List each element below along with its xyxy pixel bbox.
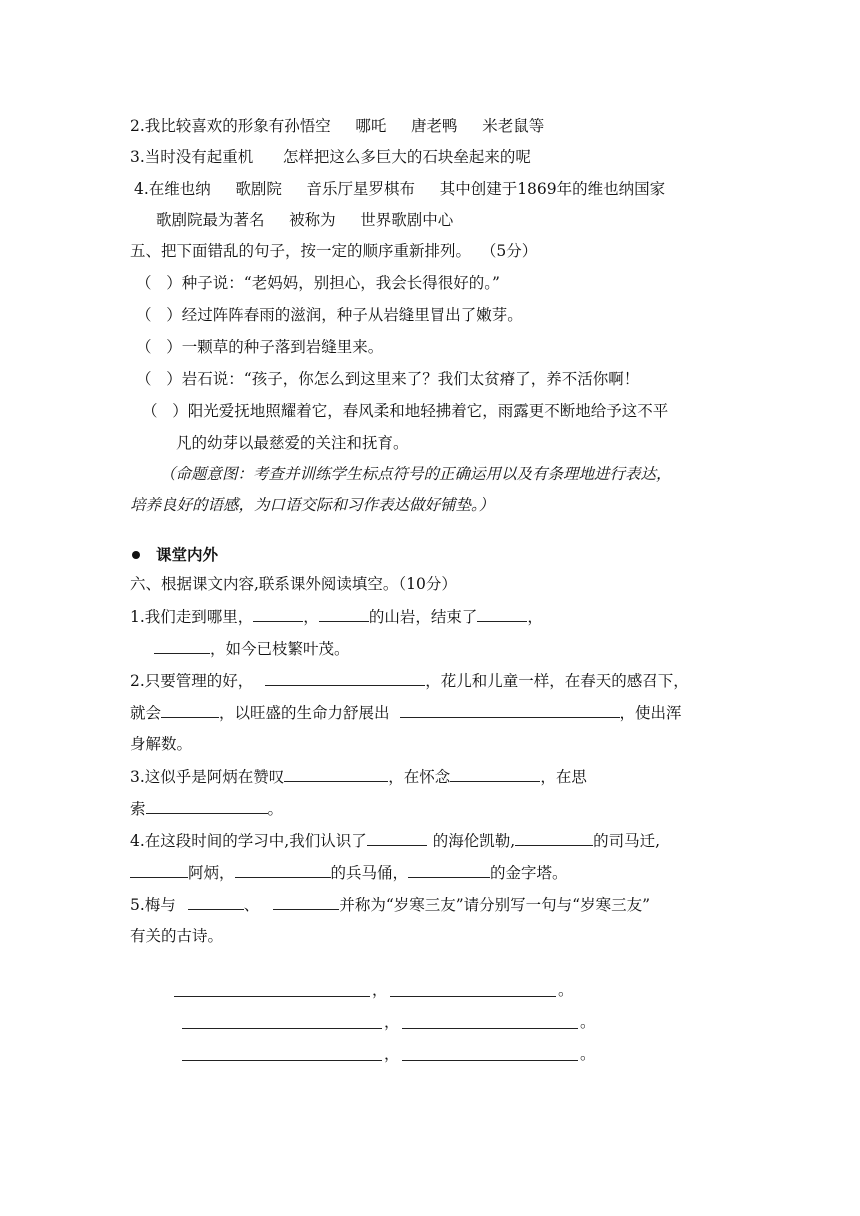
q2-text-a: 2.只要管理的好， <box>130 672 254 690</box>
poem-2-blank-a[interactable] <box>182 1013 382 1029</box>
punctuation-q2: 2.我比较喜欢的形象有孙悟空 哪吒 唐老鸭 米老鼠等 <box>130 117 545 135</box>
q5-blank-1[interactable] <box>188 894 244 910</box>
order-blank-5[interactable]: （ ） <box>142 402 188 420</box>
q1-text-e: ，如今已枝繁叶茂。 <box>210 640 350 658</box>
section-5-heading: 五、把下面错乱的句子，按一定的顺序重新排列。 （5分） <box>130 242 538 260</box>
bullet-icon <box>132 551 140 559</box>
poem-3-period: 。 <box>580 1045 596 1063</box>
q2-text-e: ，使出浑 <box>619 704 682 722</box>
q4-text-e: 的兵马俑， <box>330 864 409 882</box>
reorder-item-4 <box>136 369 639 389</box>
punctuation-q3: 3.当时没有起重机 怎样把这么多巨大的石块垒起来的呢 <box>130 148 531 166</box>
poem-1-blank-b[interactable] <box>390 981 556 997</box>
q5-text-a: 5.梅与 <box>130 896 176 914</box>
q1-text-d: ， <box>527 608 543 626</box>
q5-text-b: 、 <box>243 896 260 914</box>
punctuation-q4-line2: 歌剧院最为著名 被称为 世界歌剧中心 <box>156 211 454 229</box>
q5-blank-2[interactable] <box>273 894 339 910</box>
reorder-item-2-text: 经过阵阵春雨的滋润，种子从岩缝里冒出了嫩芽。 <box>181 306 523 324</box>
q3-blank-3[interactable] <box>146 798 268 814</box>
q1-blank-4[interactable] <box>154 638 210 654</box>
q3-text-b: ，在怀念 <box>388 768 451 786</box>
fill-q5-line2: 有关的古诗。 <box>130 927 224 945</box>
q4-text-f: 的金字塔。 <box>490 864 568 882</box>
fill-q3-line2 <box>130 798 283 819</box>
poem-2-period: 。 <box>580 1013 596 1031</box>
fill-q5-line1 <box>130 894 650 915</box>
q3-text-d: 索 <box>130 800 146 818</box>
q4-text-b: 的海伦凯勒, <box>432 832 516 850</box>
q4-blank-5[interactable] <box>408 862 490 878</box>
order-blank-4[interactable]: （ ） <box>136 370 182 388</box>
reorder-item-5-cont: 凡的幼芽以最慈爱的关注和抚育。 <box>176 434 409 452</box>
fill-q2-line1 <box>130 670 689 691</box>
order-blank-2[interactable]: （ ） <box>136 306 182 324</box>
reorder-item-2 <box>136 305 523 325</box>
punctuation-q4-line1: 4.在维也纳 歌剧院 音乐厅星罗棋布 其中创建于1869年的维也纳国家 <box>134 180 666 198</box>
q1-blank-2[interactable] <box>319 606 369 622</box>
q2-blank-3[interactable] <box>400 702 620 718</box>
reorder-item-5-text: 阳光爱抚地照耀着它，春风柔和地轻拂着它，雨露更不断地给予这不平 <box>187 402 669 420</box>
fill-q3-line1 <box>130 766 587 787</box>
q4-blank-3[interactable] <box>130 862 188 878</box>
q3-text-c: ，在思 <box>540 768 587 786</box>
intent-note-line1: （命题意图：考查并训练学生标点符号的正确运用以及有条理地进行表达， <box>160 465 672 483</box>
q1-blank-3[interactable] <box>477 606 527 622</box>
q1-text-c: 的山岩，结束了 <box>368 608 478 626</box>
fill-q4-line1 <box>130 830 660 851</box>
poem-3-blank-b[interactable] <box>402 1045 578 1061</box>
reorder-item-1 <box>136 273 500 293</box>
q4-text-d: 阿炳， <box>188 864 235 882</box>
fill-q1-line1 <box>130 606 543 627</box>
q3-text-e: 。 <box>267 800 284 818</box>
reorder-item-3 <box>136 337 383 357</box>
q2-text-b: ，花儿和儿童一样，在春天的感召下， <box>425 672 689 690</box>
poem-1-blank-a[interactable] <box>174 981 370 997</box>
q2-blank-1[interactable] <box>265 670 425 686</box>
section-title <box>132 545 218 565</box>
poem-line-3 <box>180 1044 600 1064</box>
q4-text-c: 的司马迁, <box>593 832 661 850</box>
poem-1-period: 。 <box>558 981 574 999</box>
poem-3-blank-a[interactable] <box>182 1045 382 1061</box>
reorder-item-3-text: 一颗草的种子落到岩缝里来。 <box>181 338 384 356</box>
reorder-item-4-text: 岩石说：“孩子，你怎么到这里来了？我们太贫瘠了，养不活你啊！ <box>181 370 640 388</box>
q3-text-a: 3.这似乎是阿炳在赞叹 <box>130 768 285 786</box>
poem-line-2 <box>180 1012 600 1032</box>
q3-blank-2[interactable] <box>450 766 540 782</box>
section-title-text: 课堂内外 <box>156 545 219 564</box>
poem-3-comma: ， <box>384 1045 400 1063</box>
q1-text-b: ， <box>303 608 319 626</box>
poem-line-1 <box>172 980 592 1000</box>
order-blank-3[interactable]: （ ） <box>136 338 182 356</box>
fill-q1-line2 <box>154 638 350 659</box>
q3-blank-1[interactable] <box>284 766 388 782</box>
reorder-item-1-text: 种子说：“老妈妈，别担心，我会长得很好的。” <box>181 274 500 292</box>
poem-2-blank-b[interactable] <box>402 1013 578 1029</box>
fill-q2-line3: 身解数。 <box>130 735 193 753</box>
fill-q4-line2 <box>130 862 568 883</box>
poem-2-comma: ， <box>384 1013 400 1031</box>
q2-text-c: 就会 <box>130 704 162 722</box>
fill-q2-line2 <box>130 702 682 723</box>
poem-1-comma: ， <box>372 981 388 999</box>
q2-blank-2[interactable] <box>161 702 219 718</box>
q4-blank-2[interactable] <box>515 830 593 846</box>
intent-note-line2: 培养良好的语感，为口语交际和习作表达做好铺垫。） <box>130 496 495 514</box>
q4-blank-1[interactable] <box>367 830 427 846</box>
order-blank-1[interactable]: （ ） <box>136 274 182 292</box>
q5-text-c: 并称为“岁寒三友”请分别写一句与“岁寒三友” <box>339 896 651 914</box>
q2-text-d: ，以旺盛的生命力舒展出 <box>219 704 390 722</box>
q1-blank-1[interactable] <box>253 606 303 622</box>
reorder-item-5 <box>142 401 668 421</box>
q4-blank-4[interactable] <box>235 862 331 878</box>
q1-text-a: 1.我们走到哪里， <box>130 608 254 626</box>
section-6-heading: 六、根据课文内容,联系课外阅读填空。（10分） <box>130 575 457 593</box>
q4-text-a: 4.在这段时间的学习中,我们认识了 <box>130 832 367 850</box>
